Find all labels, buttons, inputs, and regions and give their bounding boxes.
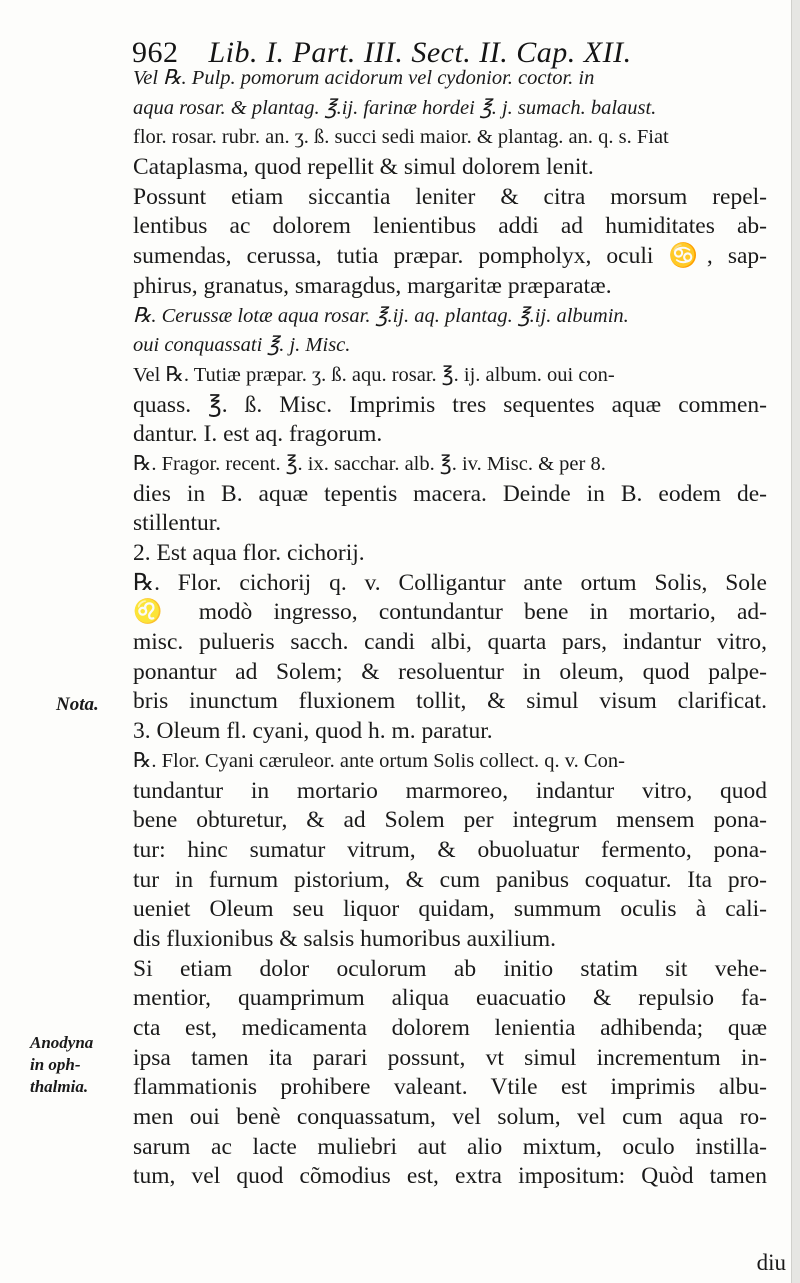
text-line: ℞. Flor. Cyani cæruleor. ante ortum Solis collect. q. v. Con- <box>133 749 625 772</box>
text-line: ipsa tamen ita parari possunt, vt simul incrementum in- <box>133 1044 767 1071</box>
page-number: 962 <box>132 36 179 69</box>
margin-note-line: thalmia. <box>30 1077 89 1096</box>
text-line: 3. Oleum fl. cyani, quod h. m. paratur. <box>133 718 493 745</box>
text-line: Si etiam dolor oculorum ab initio statim sit vehe- <box>133 955 767 982</box>
text-line: aqua rosar. & plantag. ℥.ij. farinæ hordei ℥. j. sumach. balaust. <box>133 96 657 119</box>
text-line: ponantur ad Solem; & resoluentur in oleum, quod palpe- <box>133 658 767 685</box>
text-line: tur in furnum pistorium, & cum panibus coquatur. Ita pro- <box>133 866 767 893</box>
text-line: Possunt etiam siccantia leniter & citra morsum repel- <box>133 183 767 210</box>
catchword: diu <box>756 1250 786 1275</box>
text-line: sumendas, cerussa, tutia præpar. pompholyx, oculi ♋, sap- <box>133 243 767 270</box>
text-line: Vel ℞. Tutiæ præpar. ʒ. ß. aqu. rosar. ℥. ij. album. oui con- <box>133 363 615 386</box>
text-line: ℞. Cerussæ lotæ aqua rosar. ℥.ij. aq. plantag. ℥.ij. albumin. <box>133 304 629 327</box>
text-line: ♌ modò ingresso, contundantur bene in mortario, ad- <box>133 599 767 626</box>
text-line: bene obturetur, & ad Solem per integrum mensem pona- <box>133 807 767 834</box>
text-line: flammationis prohibere valeant. Vtile est imprimis albu- <box>133 1074 767 1101</box>
margin-note-line: Anodyna <box>30 1033 94 1052</box>
text-line: sarum ac lacte muliebri aut alio mixtum, oculo instilla- <box>133 1133 767 1160</box>
text-line: ℞. Flor. cichorij q. v. Colligantur ante ortum Solis, Sole <box>133 569 767 596</box>
text-line: mentior, quamprimum aliqua euacuatio & repulsio fa- <box>133 985 767 1012</box>
text-line: flor. rosar. rubr. an. ʒ. ß. succi sedi maior. & plantag. an. q. s. Fiat <box>133 126 669 149</box>
text-line: tundantur in mortario marmoreo, indantur vitro, quod <box>133 777 767 804</box>
margin-note-line: in oph- <box>30 1055 81 1074</box>
text-line: dies in B. aquæ tepentis macera. Deinde in B. eodem de- <box>133 480 767 507</box>
text-line: men oui benè conquassatum, vel solum, vel cum aqua ro- <box>133 1104 767 1131</box>
text-line: 2. Est aqua flor. cichorij. <box>133 540 365 566</box>
body-text <box>133 64 767 1192</box>
text-line: Cataplasma, quod repellit & simul dolorem lenit. <box>133 154 594 181</box>
text-line: stillentur. <box>133 510 222 537</box>
page-edge <box>791 0 800 1283</box>
text-line: tur: hinc sumatur vitrum, & obuoluatur fermento, pona- <box>133 836 767 863</box>
text-line: tum, vel quod cõmodius est, extra impositum: Quòd tamen <box>133 1163 767 1190</box>
text-line: ℞. Fragor. recent. ℥. ix. sacchar. alb. ℥. iv. Misc. & per 8. <box>133 452 606 475</box>
text-line: phirus, granatus, smaragdus, margaritæ præparatæ. <box>133 272 612 299</box>
margin-note-nota: Nota. <box>56 694 99 715</box>
text-line: dantur. I. est aq. fragorum. <box>133 421 383 448</box>
text-line: quass. ℥. ß. Misc. Imprimis tres sequentes aquæ commen- <box>133 391 767 418</box>
margin-note-anodyna <box>30 1032 126 1098</box>
text-line: Vel ℞. Pulp. pomorum acidorum vel cydonior. coctor. in <box>133 67 595 89</box>
text-line: dis fluxionibus & salsis humoribus auxilium. <box>133 925 557 952</box>
text-line: cta est, medicamenta dolorem lenientia adhibenda; quæ <box>133 1015 767 1041</box>
text-line: misc. pulueris sacch. candi albi, quarta pars, indantur vitro, <box>133 629 767 656</box>
text-line: oui conquassati ℥. j. Misc. <box>133 334 351 357</box>
text-line: ueniet Oleum seu liquor quidam, summum oculis à cali- <box>133 896 767 923</box>
header-title: Lib. I. Part. III. Sect. II. Cap. XII. <box>208 36 632 69</box>
text-line: bris inunctum fluxionem tollit, & simul visum clarificat. <box>133 688 767 715</box>
text-line: lentibus ac dolorem lenientibus addi ad humiditates ab- <box>133 213 767 240</box>
